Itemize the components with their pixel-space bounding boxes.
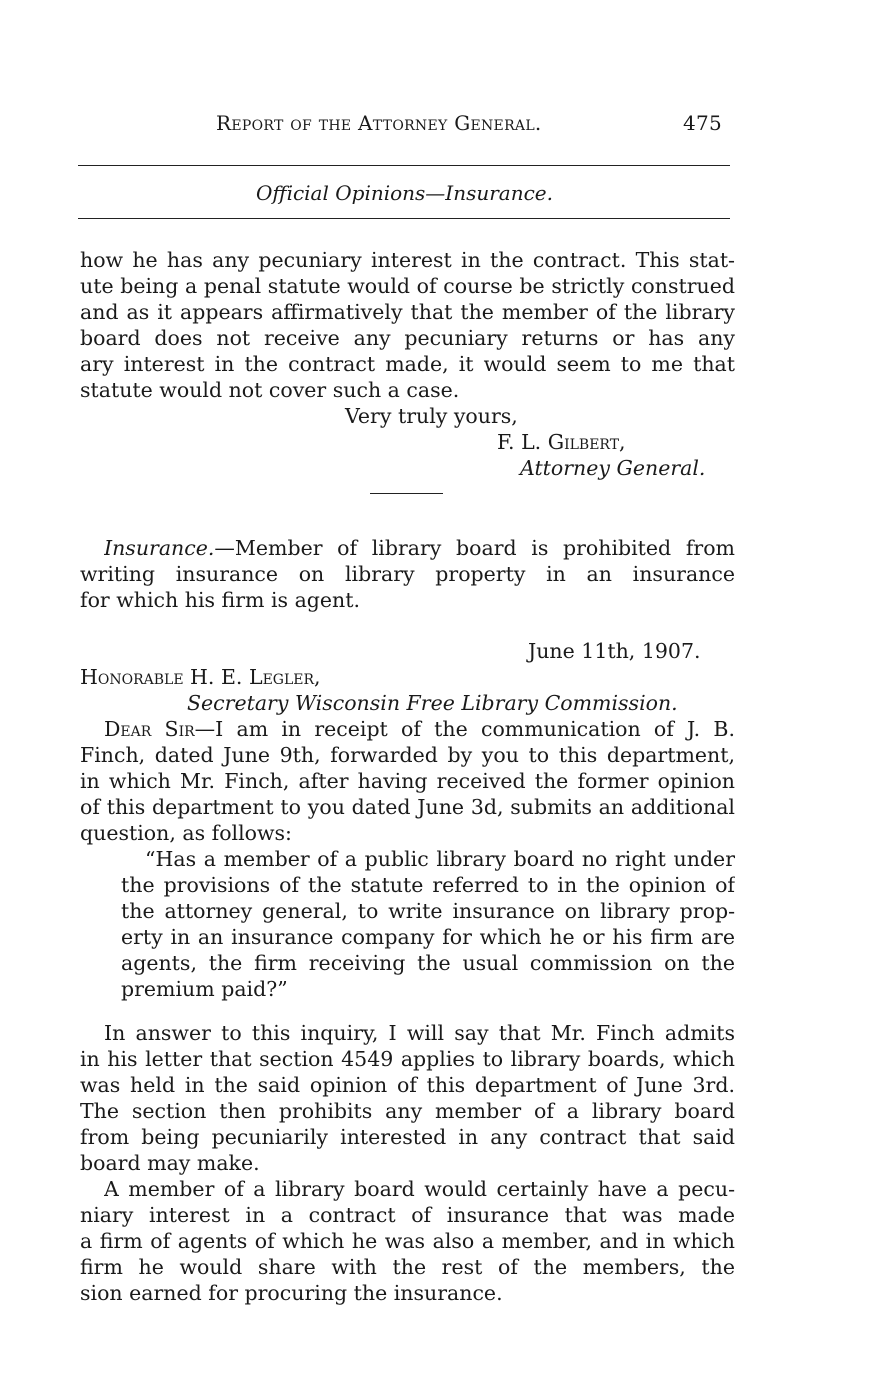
body-line	[104, 716, 735, 742]
syllabus-text: —Member of library board is prohibited from	[214, 536, 735, 560]
running-head-title: Report of the Attorney General.	[216, 111, 542, 135]
addressee-office: Secretary Wisconsin Free Library Commission.	[187, 691, 678, 715]
body-line: Finch, dated June 9th, forwarded by you to this department,	[80, 743, 735, 767]
syllabus-line: writing insurance on library property in an insurance	[80, 562, 735, 586]
body-line: of this department to you dated June 3d, submits an additional	[80, 795, 735, 819]
signer-name: F. L. Gilbert,	[497, 430, 626, 454]
body-line: firm he would share with the rest of the members, the	[80, 1255, 735, 1279]
body-line: ary interest in the contract made, it would seem to me that	[80, 352, 735, 376]
quote-line: the attorney general, to write insurance on library prop-	[121, 899, 735, 923]
body-line: in his letter that section 4549 applies to library boards, which	[80, 1047, 735, 1071]
addressee-name: Honorable H. E. Legler,	[80, 665, 321, 689]
syllabus-topic: Insurance.	[104, 536, 215, 560]
body-line: In answer to this inquiry, I will say that Mr. Finch admits	[104, 1021, 735, 1045]
syllabus-line-1	[104, 535, 735, 561]
body-line: A member of a library board would certainly have a pecu-	[104, 1177, 735, 1201]
letter-salutation: Dear Sir	[104, 717, 195, 741]
body-line: board may make.	[80, 1151, 260, 1175]
body-line: statute would not cover such a case.	[80, 378, 460, 402]
body-line: ute being a penal statute would of course be strictly construed	[80, 274, 735, 298]
quote-line: the provisions of the statute referred to in the opinion of	[121, 873, 735, 897]
body-line: was held in the said opinion of this department of June 3rd.	[80, 1073, 735, 1097]
letter-date: June 11th, 1907.	[528, 639, 701, 663]
body-line: sion earned for procuring the insurance.	[80, 1281, 503, 1305]
header-rule-top	[78, 165, 730, 166]
body-line: board does not receive any pecuniary returns or has any	[80, 326, 735, 350]
syllabus-line: for which his firm is agent.	[80, 588, 361, 612]
quote-line: agents, the firm receiving the usual commission on the	[121, 951, 735, 975]
quote-line: “Has a member of a public library board no right under	[145, 847, 735, 871]
body-line: from being pecuniarily interested in any contract that said	[80, 1125, 735, 1149]
quote-line: premium paid?”	[121, 977, 288, 1001]
closing-salutation: Very truly yours,	[345, 404, 518, 428]
section-title: Official Opinions—Insurance.	[256, 181, 553, 205]
body-line: in which Mr. Finch, after having received the former opinion	[80, 769, 735, 793]
body-line: niary interest in a contract of insurance that was made	[80, 1203, 735, 1227]
body-line: how he has any pecuniary interest in the contract. This stat-	[80, 248, 735, 272]
header-rule-bottom	[78, 218, 730, 219]
section-divider	[370, 493, 443, 494]
body-line: and as it appears affirmatively that the member of the library	[80, 300, 735, 324]
body-line: question, as follows:	[80, 821, 292, 845]
quote-line: erty in an insurance company for which he or his firm are	[121, 925, 735, 949]
page-number: 475	[683, 111, 723, 135]
body-line: The section then prohibits any member of a library board	[80, 1099, 735, 1123]
body-text: —I am in receipt of the communication of J. B.	[194, 717, 735, 741]
body-line: a firm of agents of which he was also a member, and in which	[80, 1229, 735, 1253]
signer-title: Attorney General.	[520, 456, 706, 480]
